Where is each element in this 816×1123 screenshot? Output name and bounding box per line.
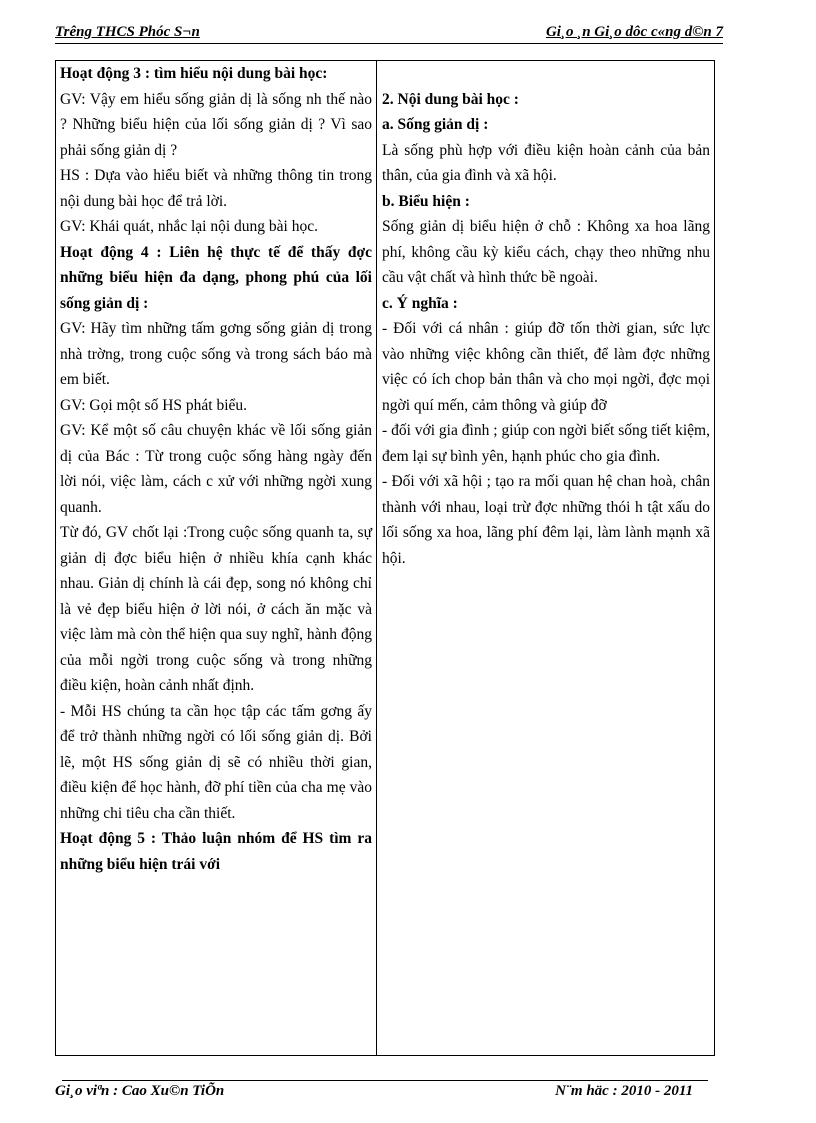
activities-column [60, 61, 372, 877]
column-divider [376, 61, 377, 1055]
lesson-table [55, 60, 715, 1056]
paragraph: - Đối với xã hội ; tạo ra mối quan hệ chan hoà, chân thành với nhau, loại trừ đợc những thói h tật xấu do lối sống xa hoa, lãng phí đêm lại, làm lành mạnh xã hội. [382, 473, 710, 567]
paragraph: c. Ý nghĩa : [382, 294, 458, 312]
paragraph: GV: Kể một số câu chuyện khác về lối sống giản dị của Bác : Từ trong cuộc sống hàng ngày đến lời nói, việc làm, cách c xử với những ngời xung quanh. [60, 422, 372, 516]
paragraph: GV: Vậy em hiểu sống giản dị là sống nh thế nào ? Những biểu hiện của lối sống giản dị ? Vì sao phải sống giản dị ? [60, 90, 372, 159]
content-column [382, 61, 710, 571]
page-header [55, 24, 723, 44]
footer-rule [62, 1080, 708, 1081]
paragraph: Hoạt động 5 : Thảo luận nhóm để HS tìm ra những biểu hiện trái với [60, 830, 372, 873]
teacher-name: Gi¸o viªn : Cao Xu©n TiÕn [55, 1083, 225, 1099]
paragraph: Hoạt động 3 : tìm hiểu nội dung bài học: [60, 65, 328, 82]
paragraph: Sống giản dị biểu hiện ở chỗ : Không xa hoa lãng phí, không cầu kỳ kiểu cách, chạy theo những nhu cầu vật chất và hình thức bề ngoài. [382, 218, 710, 286]
paragraph: GV: Hãy tìm những tấm gơng sống giản dị trong nhà trờng, trong cuộc sống và trong sách báo mà em biết. [60, 320, 372, 388]
page-footer [55, 1083, 723, 1103]
paragraph: Hoạt động 4 : Liên hệ thực tế để thấy đợc những biểu hiện đa dạng, phong phú của lối sống giản dị : [60, 243, 372, 312]
paragraph: HS : Dựa vào hiểu biết và những thông tin trong nội dung bài học để trả lời. [60, 167, 372, 210]
header-rule [55, 43, 723, 44]
paragraph: - Mỗi HS chúng ta cần học tập các tấm gơng ấy để trở thành những ngời có lối sống giản dị. Bởi lẽ, một HS sống giản dị sẽ có nhiều thời gian, điều kiện để học hành, đỡ phí tiền của cha mẹ vào những chi tiêu cha cần thiết. [60, 702, 372, 822]
paragraph: GV: Khái quát, nhắc lại nội dung bài học. [60, 218, 318, 235]
school-year: N¨m häc : 2010 - 2011 [555, 1083, 693, 1099]
paragraph: - đối với gia đình ; giúp con ngời biết sống tiết kiệm, đem lại sự bình yên, hạnh phúc cho gia đình. [382, 422, 710, 465]
paragraph: Là sống phù hợp với điều kiện hoàn cảnh của bản thân, của gia đình và xã hội. [382, 141, 710, 184]
paragraph: a. Sống giản dị : [382, 116, 489, 133]
school-name: Trêng THCS Phóc S¬n [55, 24, 200, 40]
document-title: Gi¸o ¸n Gi¸o dôc c«ng d©n 7 [545, 24, 723, 40]
paragraph: GV: Gọi một số HS phát biểu. [60, 396, 247, 414]
paragraph: 2. Nội dung bài học : [382, 90, 519, 108]
paragraph: - Đối với cá nhân : giúp đỡ tốn thời gian, sức lực vào những việc không cần thiết, để làm đợc những việc có ích chop bản thân và cho mọi ngời, đợc mọi ngời quí mến, cảm thông và giúp đỡ [382, 320, 710, 414]
paragraph: Từ đó, GV chốt lại :Trong cuộc sống quanh ta, sự giản dị đợc biểu hiện ở nhiều khía cạnh khác nhau. Giản dị chính là cái đẹp, song nó không chỉ là vẻ đẹp biểu hiện ở lời nói, ở cách ăn mặc và việc làm mà còn thể hiện qua suy nghĩ, hành động của mỗi ngời trong cuộc sống và trong những điều kiện, hoàn cảnh nhất định. [60, 524, 372, 694]
paragraph: b. Biểu hiện : [382, 192, 470, 210]
